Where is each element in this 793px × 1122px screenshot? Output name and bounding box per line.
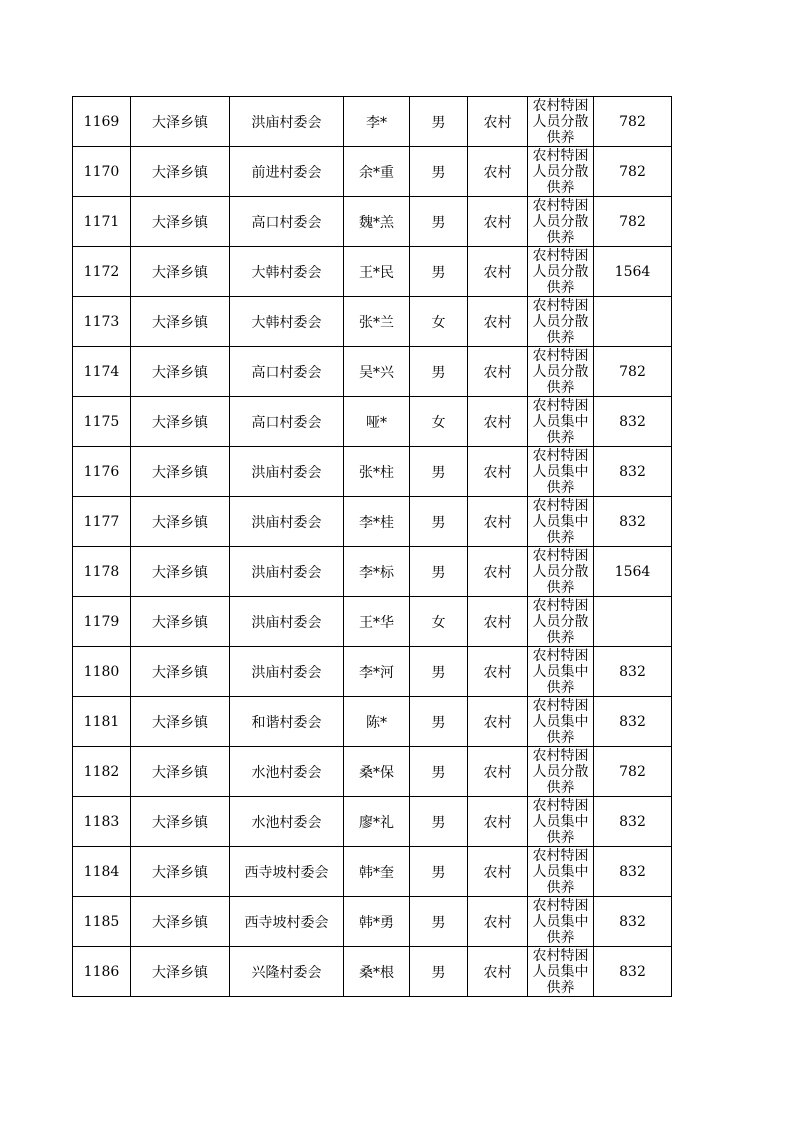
support-category-cell bbox=[528, 947, 594, 997]
row-number-cell: 1182 bbox=[73, 747, 131, 797]
village-committee-cell: 水池村委会 bbox=[230, 797, 344, 847]
village-committee-cell: 高口村委会 bbox=[230, 347, 344, 397]
table-row bbox=[73, 697, 672, 747]
gender-cell: 男 bbox=[410, 897, 468, 947]
village-committee-cell: 西寺坡村委会 bbox=[230, 897, 344, 947]
amount-cell: 832 bbox=[594, 647, 672, 697]
amount-cell: 782 bbox=[594, 97, 672, 147]
amount-cell: 832 bbox=[594, 847, 672, 897]
support-category-text: 农村特困人员分散供养 bbox=[532, 248, 589, 296]
area-type-cell: 农村 bbox=[468, 497, 528, 547]
amount-cell: 832 bbox=[594, 397, 672, 447]
support-category-text: 农村特困人员分散供养 bbox=[532, 98, 589, 146]
village-committee-cell: 高口村委会 bbox=[230, 397, 344, 447]
township-cell: 大泽乡镇 bbox=[131, 697, 230, 747]
support-category-cell bbox=[528, 797, 594, 847]
row-number-cell: 1183 bbox=[73, 797, 131, 847]
person-name-cell: 李* bbox=[344, 97, 410, 147]
gender-cell: 男 bbox=[410, 647, 468, 697]
row-number-cell: 1180 bbox=[73, 647, 131, 697]
area-type-cell: 农村 bbox=[468, 947, 528, 997]
support-category-cell bbox=[528, 397, 594, 447]
village-committee-cell: 和谐村委会 bbox=[230, 697, 344, 747]
support-category-text: 农村特困人员集中供养 bbox=[532, 398, 589, 446]
village-committee-cell: 洪庙村委会 bbox=[230, 97, 344, 147]
support-category-cell bbox=[528, 747, 594, 797]
support-category-text: 农村特困人员集中供养 bbox=[532, 898, 589, 946]
table-row bbox=[73, 147, 672, 197]
relief-roster-table bbox=[72, 96, 672, 997]
township-cell: 大泽乡镇 bbox=[131, 597, 230, 647]
area-type-cell: 农村 bbox=[468, 897, 528, 947]
support-category-cell bbox=[528, 897, 594, 947]
area-type-cell: 农村 bbox=[468, 297, 528, 347]
row-number-cell: 1184 bbox=[73, 847, 131, 897]
gender-cell: 男 bbox=[410, 797, 468, 847]
person-name-cell: 廖*礼 bbox=[344, 797, 410, 847]
village-committee-cell: 兴隆村委会 bbox=[230, 947, 344, 997]
area-type-cell: 农村 bbox=[468, 397, 528, 447]
table-body bbox=[73, 97, 672, 997]
row-number-cell: 1170 bbox=[73, 147, 131, 197]
table-row bbox=[73, 897, 672, 947]
gender-cell: 女 bbox=[410, 597, 468, 647]
township-cell: 大泽乡镇 bbox=[131, 447, 230, 497]
row-number-cell: 1185 bbox=[73, 897, 131, 947]
village-committee-cell: 高口村委会 bbox=[230, 197, 344, 247]
area-type-cell: 农村 bbox=[468, 797, 528, 847]
person-name-cell: 李*河 bbox=[344, 647, 410, 697]
amount-cell: 832 bbox=[594, 797, 672, 847]
gender-cell: 男 bbox=[410, 747, 468, 797]
support-category-cell bbox=[528, 197, 594, 247]
row-number-cell: 1169 bbox=[73, 97, 131, 147]
row-number-cell: 1172 bbox=[73, 247, 131, 297]
row-number-cell: 1176 bbox=[73, 447, 131, 497]
township-cell: 大泽乡镇 bbox=[131, 847, 230, 897]
support-category-text: 农村特困人员集中供养 bbox=[532, 498, 589, 546]
area-type-cell: 农村 bbox=[468, 247, 528, 297]
gender-cell: 男 bbox=[410, 247, 468, 297]
area-type-cell: 农村 bbox=[468, 647, 528, 697]
area-type-cell: 农村 bbox=[468, 347, 528, 397]
amount-cell bbox=[594, 597, 672, 647]
village-committee-cell: 洪庙村委会 bbox=[230, 647, 344, 697]
amount-cell: 1564 bbox=[594, 547, 672, 597]
gender-cell: 男 bbox=[410, 497, 468, 547]
village-committee-cell: 洪庙村委会 bbox=[230, 547, 344, 597]
support-category-cell bbox=[528, 347, 594, 397]
township-cell: 大泽乡镇 bbox=[131, 397, 230, 447]
support-category-text: 农村特困人员集中供养 bbox=[532, 648, 589, 696]
support-category-text: 农村特困人员集中供养 bbox=[532, 798, 589, 846]
support-category-text: 农村特困人员集中供养 bbox=[532, 698, 589, 746]
support-category-text: 农村特困人员分散供养 bbox=[532, 598, 589, 646]
person-name-cell: 哑* bbox=[344, 397, 410, 447]
village-committee-cell: 洪庙村委会 bbox=[230, 447, 344, 497]
gender-cell: 男 bbox=[410, 147, 468, 197]
village-committee-cell: 西寺坡村委会 bbox=[230, 847, 344, 897]
row-number-cell: 1175 bbox=[73, 397, 131, 447]
person-name-cell: 魏*羔 bbox=[344, 197, 410, 247]
township-cell: 大泽乡镇 bbox=[131, 347, 230, 397]
table-row bbox=[73, 297, 672, 347]
support-category-cell bbox=[528, 297, 594, 347]
area-type-cell: 农村 bbox=[468, 147, 528, 197]
support-category-text: 农村特困人员分散供养 bbox=[532, 198, 589, 246]
township-cell: 大泽乡镇 bbox=[131, 297, 230, 347]
township-cell: 大泽乡镇 bbox=[131, 647, 230, 697]
support-category-cell bbox=[528, 447, 594, 497]
area-type-cell: 农村 bbox=[468, 447, 528, 497]
support-category-text: 农村特困人员分散供养 bbox=[532, 148, 589, 196]
support-category-text: 农村特困人员分散供养 bbox=[532, 748, 589, 796]
amount-cell: 832 bbox=[594, 447, 672, 497]
support-category-text: 农村特困人员集中供养 bbox=[532, 948, 589, 996]
table-row bbox=[73, 197, 672, 247]
amount-cell: 832 bbox=[594, 497, 672, 547]
village-committee-cell: 大韩村委会 bbox=[230, 247, 344, 297]
amount-cell: 832 bbox=[594, 697, 672, 747]
person-name-cell: 韩*勇 bbox=[344, 897, 410, 947]
row-number-cell: 1186 bbox=[73, 947, 131, 997]
gender-cell: 男 bbox=[410, 197, 468, 247]
area-type-cell: 农村 bbox=[468, 597, 528, 647]
gender-cell: 女 bbox=[410, 297, 468, 347]
person-name-cell: 余*重 bbox=[344, 147, 410, 197]
support-category-cell bbox=[528, 547, 594, 597]
person-name-cell: 张*柱 bbox=[344, 447, 410, 497]
gender-cell: 男 bbox=[410, 347, 468, 397]
support-category-cell bbox=[528, 597, 594, 647]
township-cell: 大泽乡镇 bbox=[131, 897, 230, 947]
amount-cell: 782 bbox=[594, 147, 672, 197]
table-row bbox=[73, 247, 672, 297]
support-category-cell bbox=[528, 847, 594, 897]
row-number-cell: 1181 bbox=[73, 697, 131, 747]
gender-cell: 男 bbox=[410, 947, 468, 997]
person-name-cell: 王*华 bbox=[344, 597, 410, 647]
table-row bbox=[73, 947, 672, 997]
person-name-cell: 王*民 bbox=[344, 247, 410, 297]
amount-cell bbox=[594, 297, 672, 347]
support-category-cell bbox=[528, 697, 594, 747]
person-name-cell: 韩*奎 bbox=[344, 847, 410, 897]
amount-cell: 1564 bbox=[594, 247, 672, 297]
table-row bbox=[73, 97, 672, 147]
amount-cell: 832 bbox=[594, 897, 672, 947]
support-category-cell bbox=[528, 147, 594, 197]
area-type-cell: 农村 bbox=[468, 547, 528, 597]
row-number-cell: 1173 bbox=[73, 297, 131, 347]
person-name-cell: 吴*兴 bbox=[344, 347, 410, 397]
village-committee-cell: 前进村委会 bbox=[230, 147, 344, 197]
support-category-cell bbox=[528, 247, 594, 297]
person-name-cell: 桑*保 bbox=[344, 747, 410, 797]
person-name-cell: 李*标 bbox=[344, 547, 410, 597]
village-committee-cell: 洪庙村委会 bbox=[230, 497, 344, 547]
table-row bbox=[73, 847, 672, 897]
support-category-text: 农村特困人员分散供养 bbox=[532, 548, 589, 596]
table-row bbox=[73, 397, 672, 447]
amount-cell: 782 bbox=[594, 347, 672, 397]
gender-cell: 男 bbox=[410, 697, 468, 747]
township-cell: 大泽乡镇 bbox=[131, 147, 230, 197]
amount-cell: 782 bbox=[594, 197, 672, 247]
gender-cell: 男 bbox=[410, 547, 468, 597]
person-name-cell: 李*桂 bbox=[344, 497, 410, 547]
support-category-cell bbox=[528, 497, 594, 547]
table-row bbox=[73, 597, 672, 647]
township-cell: 大泽乡镇 bbox=[131, 497, 230, 547]
township-cell: 大泽乡镇 bbox=[131, 197, 230, 247]
support-category-text: 农村特困人员集中供养 bbox=[532, 448, 589, 496]
row-number-cell: 1177 bbox=[73, 497, 131, 547]
table-row bbox=[73, 347, 672, 397]
gender-cell: 男 bbox=[410, 97, 468, 147]
row-number-cell: 1174 bbox=[73, 347, 131, 397]
gender-cell: 男 bbox=[410, 447, 468, 497]
table-row bbox=[73, 497, 672, 547]
area-type-cell: 农村 bbox=[468, 847, 528, 897]
area-type-cell: 农村 bbox=[468, 747, 528, 797]
gender-cell: 男 bbox=[410, 847, 468, 897]
person-name-cell: 张*兰 bbox=[344, 297, 410, 347]
township-cell: 大泽乡镇 bbox=[131, 547, 230, 597]
area-type-cell: 农村 bbox=[468, 697, 528, 747]
support-category-cell bbox=[528, 647, 594, 697]
row-number-cell: 1178 bbox=[73, 547, 131, 597]
table-row bbox=[73, 747, 672, 797]
table-row bbox=[73, 797, 672, 847]
support-category-text: 农村特困人员集中供养 bbox=[532, 848, 589, 896]
support-category-text: 农村特困人员分散供养 bbox=[532, 348, 589, 396]
table-row bbox=[73, 547, 672, 597]
township-cell: 大泽乡镇 bbox=[131, 97, 230, 147]
support-category-cell bbox=[528, 97, 594, 147]
township-cell: 大泽乡镇 bbox=[131, 797, 230, 847]
amount-cell: 782 bbox=[594, 747, 672, 797]
township-cell: 大泽乡镇 bbox=[131, 747, 230, 797]
gender-cell: 女 bbox=[410, 397, 468, 447]
area-type-cell: 农村 bbox=[468, 197, 528, 247]
person-name-cell: 桑*根 bbox=[344, 947, 410, 997]
village-committee-cell: 水池村委会 bbox=[230, 747, 344, 797]
township-cell: 大泽乡镇 bbox=[131, 247, 230, 297]
township-cell: 大泽乡镇 bbox=[131, 947, 230, 997]
person-name-cell: 陈* bbox=[344, 697, 410, 747]
row-number-cell: 1171 bbox=[73, 197, 131, 247]
table-row bbox=[73, 647, 672, 697]
table-row bbox=[73, 447, 672, 497]
amount-cell: 832 bbox=[594, 947, 672, 997]
village-committee-cell: 洪庙村委会 bbox=[230, 597, 344, 647]
area-type-cell: 农村 bbox=[468, 97, 528, 147]
village-committee-cell: 大韩村委会 bbox=[230, 297, 344, 347]
row-number-cell: 1179 bbox=[73, 597, 131, 647]
support-category-text: 农村特困人员分散供养 bbox=[532, 298, 589, 346]
